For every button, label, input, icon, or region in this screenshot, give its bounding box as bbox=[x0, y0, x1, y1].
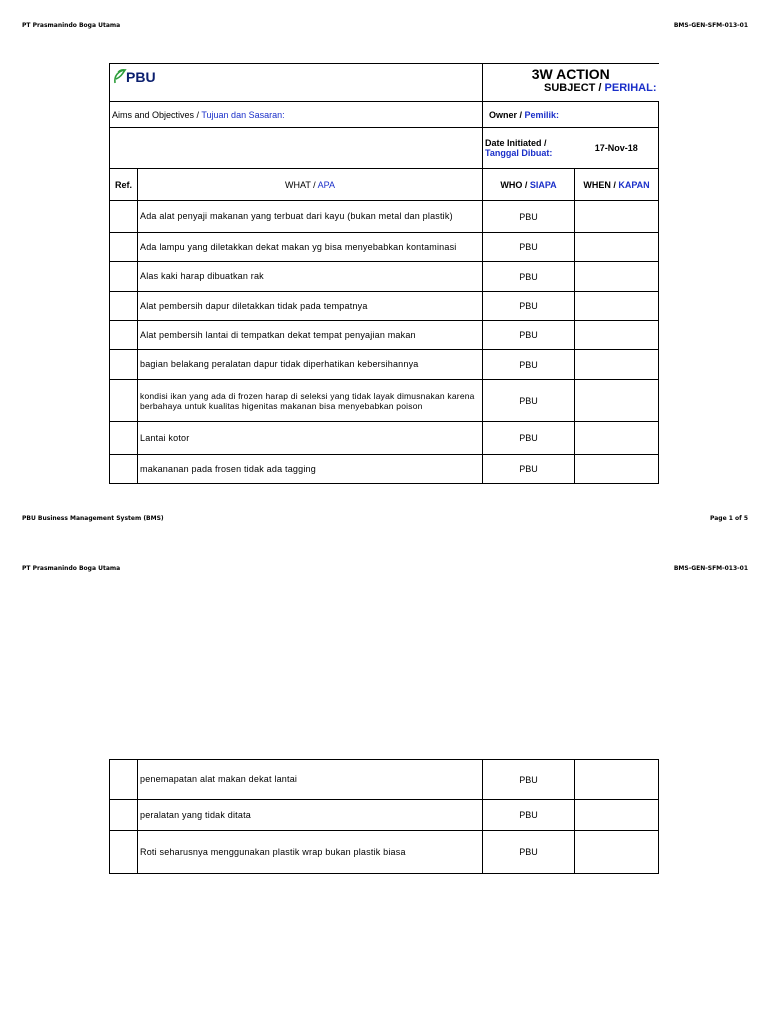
row-what: Alas kaki harap dibuatkan rak bbox=[138, 262, 483, 292]
row-ref bbox=[110, 380, 138, 422]
row-when bbox=[575, 350, 659, 380]
company-name: PT Prasmanindo Boga Utama bbox=[22, 565, 121, 572]
row-who: PBU bbox=[483, 233, 575, 262]
row-what: peralatan yang tidak ditata bbox=[138, 800, 483, 831]
table-row bbox=[110, 350, 659, 380]
row-ref bbox=[110, 760, 138, 800]
col-who-header: WHO / SIAPA bbox=[483, 169, 575, 201]
table-row bbox=[110, 455, 659, 484]
row-when bbox=[575, 292, 659, 321]
date-value: 17-Nov-18 bbox=[575, 128, 659, 169]
row-what: Lantai kotor bbox=[138, 422, 483, 455]
table-row bbox=[110, 233, 659, 262]
col-what-header: WHAT / APA bbox=[138, 169, 483, 201]
title-cell bbox=[483, 64, 659, 102]
pbu-logo bbox=[112, 67, 480, 85]
row-who: PBU bbox=[483, 380, 575, 422]
form-table bbox=[109, 63, 659, 484]
date-label: Date Initiated / Tanggal Dibuat: bbox=[483, 128, 575, 169]
row-when bbox=[575, 201, 659, 233]
table-row bbox=[110, 262, 659, 292]
row-ref bbox=[110, 800, 138, 831]
aims-cell: Aims and Objectives / Tujuan dan Sasaran: bbox=[110, 102, 483, 128]
row-ref bbox=[110, 350, 138, 380]
table-row bbox=[110, 800, 659, 831]
owner-cell: Owner / Pemilik: bbox=[483, 102, 659, 128]
row-who: PBU bbox=[483, 350, 575, 380]
row-who: PBU bbox=[483, 292, 575, 321]
row-ref bbox=[110, 262, 138, 292]
document-code: BMS-GEN-SFM-013-01 bbox=[673, 22, 748, 29]
table-row bbox=[110, 321, 659, 350]
row-what: Alat pembersih dapur diletakkan tidak pada tempatnya bbox=[138, 292, 483, 321]
row-when bbox=[575, 262, 659, 292]
row-who: PBU bbox=[483, 422, 575, 455]
row-when bbox=[575, 455, 659, 484]
row-ref bbox=[110, 233, 138, 262]
row-what: penemapatan alat makan dekat lantai bbox=[138, 760, 483, 800]
row-when bbox=[575, 380, 659, 422]
row-when bbox=[575, 321, 659, 350]
row-what: Alat pembersih lantai di tempatkan dekat tempat penyajian makan bbox=[138, 321, 483, 350]
logo-cell bbox=[110, 64, 483, 102]
row-what: makananan pada frosen tidak ada tagging bbox=[138, 455, 483, 484]
col-when-header: WHEN / KAPAN bbox=[575, 169, 659, 201]
row-ref bbox=[110, 831, 138, 874]
form-table-continued bbox=[109, 759, 659, 874]
row-ref bbox=[110, 321, 138, 350]
col-ref-header: Ref. bbox=[110, 169, 138, 201]
row-who: PBU bbox=[483, 760, 575, 800]
logo-text: PBU bbox=[126, 69, 156, 85]
form-title: 3W ACTION bbox=[531, 66, 610, 82]
row-who: PBU bbox=[483, 455, 575, 484]
document-code: BMS-GEN-SFM-013-01 bbox=[673, 565, 748, 572]
row-when bbox=[575, 760, 659, 800]
row-ref bbox=[110, 422, 138, 455]
row-what: Ada alat penyaji makanan yang terbuat dari kayu (bukan metal dan plastik) bbox=[138, 201, 483, 233]
row-ref bbox=[110, 201, 138, 233]
blank-cell bbox=[110, 128, 483, 169]
row-when bbox=[575, 233, 659, 262]
row-who: PBU bbox=[483, 321, 575, 350]
row-when bbox=[575, 800, 659, 831]
row-what: kondisi ikan yang ada di frozen harap di seleksi yang tidak layak dimusnakan karena berbahaya untuk kualitas higenitas makanan bisa menyebabkan poison bbox=[138, 380, 483, 422]
table-row bbox=[110, 201, 659, 233]
row-who: PBU bbox=[483, 262, 575, 292]
table-row bbox=[110, 760, 659, 800]
table-row bbox=[110, 422, 659, 455]
table-row bbox=[110, 380, 659, 422]
row-who: PBU bbox=[483, 800, 575, 831]
table-row bbox=[110, 831, 659, 874]
row-who: PBU bbox=[483, 831, 575, 874]
company-name: PT Prasmanindo Boga Utama bbox=[22, 22, 121, 29]
row-ref bbox=[110, 455, 138, 484]
row-what: Ada lampu yang diletakkan dekat makan yg bisa menyebabkan kontaminasi bbox=[138, 233, 483, 262]
row-ref bbox=[110, 292, 138, 321]
row-what: Roti seharusnya menggunakan plastik wrap bukan plastik biasa bbox=[138, 831, 483, 874]
row-who: PBU bbox=[483, 201, 575, 233]
subject-label: SUBJECT / PERIHAL: bbox=[544, 82, 657, 94]
footer-system-name: PBU Business Management System (BMS) bbox=[22, 515, 164, 522]
page-number: Page 1 of 5 bbox=[710, 515, 748, 522]
table-row bbox=[110, 292, 659, 321]
row-what: bagian belakang peralatan dapur tidak diperhatikan kebersihannya bbox=[138, 350, 483, 380]
row-when bbox=[575, 831, 659, 874]
row-when bbox=[575, 422, 659, 455]
